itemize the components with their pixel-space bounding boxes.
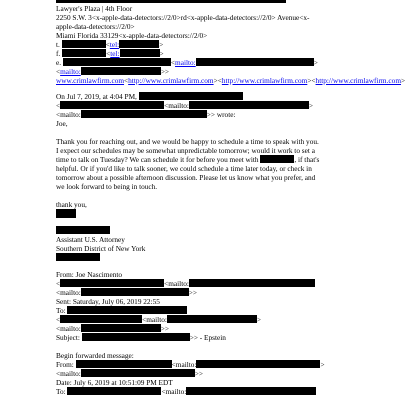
reply-wrote-line: <mailto: >> wrote: — [56, 110, 236, 119]
street-line: 2250 S.W. 3<x-apple-data-detectors://2/0>rd<x-apple-data-detectors://2/0> Avenue<x- — [56, 13, 310, 22]
fwd2-from-line: From: <mailto: > — [56, 360, 325, 369]
fwd1-address-cont: <mailto: >> — [56, 288, 198, 297]
phone-line: t. <tel: > — [56, 40, 164, 49]
fwd1-to-address: < <mailto: > — [56, 315, 262, 324]
fwd1-from-line: From: Joe Nascimento — [56, 270, 123, 279]
fwd1-to-line: To: — [56, 306, 386, 315]
mailto-link[interactable]: mailto: — [175, 58, 196, 67]
body-line: we look forward to being in touch. — [56, 182, 158, 191]
tel-link-fax[interactable]: tel: — [110, 49, 120, 58]
website-line: www.crimlawfirm.com<http://www.crimlawfirm.com><http://www.crimlawfirm.com><http://www.crimlawfirm.com> — [56, 76, 405, 85]
body-line: time to talk on Tuesday? We can schedule it for before you meet with , if that's — [56, 155, 320, 164]
title-line-2: Southern District of New York — [56, 244, 146, 253]
fwd2-from-cont: <mailto: >> — [56, 369, 204, 378]
email-line: e. <mailto: > — [56, 58, 318, 67]
website-link-4[interactable]: http://www.crimlawfirm.com — [315, 76, 401, 85]
body-line: helpful. Or if you'd like to talk sooner, we could schedule a time later today, or check in — [56, 164, 312, 173]
body-line: tomorrow about a possible afternoon discussion. Please let us know what you prefer, and — [56, 173, 316, 182]
email-line-cont: <mailto: >> — [56, 67, 170, 76]
body-line: I expect our schedules may be somewhat unpredictable tomorrow; would it work to set a — [56, 146, 315, 155]
fwd2-date-line: Date: July 6, 2019 at 10:51:09 PM EDT — [56, 378, 173, 387]
reply-address-line: < <mailto: > — [56, 101, 314, 110]
fwd1-address-line: < <mailto: — [56, 279, 386, 288]
street-line-cont: apple-data-detectors://2/0> — [56, 22, 135, 31]
fwd2-begin-line: Begin forwarded message: — [56, 351, 134, 360]
redacted-name — [56, 226, 386, 235]
salutation: Joe, — [56, 119, 68, 128]
body-line: Thank you for reaching out, and we would be happy to schedule a time to speak with you. — [56, 137, 319, 146]
closing: thank you, — [56, 200, 87, 209]
fwd1-to-address-cont: <mailto: >> — [56, 324, 170, 333]
fwd2-to-line: To: <mailto: — [56, 387, 386, 396]
reply-on-line: On Jul 7, 2019, at 4:04 PM, — [56, 92, 386, 101]
website-link[interactable]: www.crimlawfirm.com — [56, 76, 125, 85]
fwd1-sent-line: Sent: Saturday, July 06, 2019 22:55 — [56, 297, 160, 306]
redacted-phone — [56, 253, 386, 262]
mailto-link-2[interactable]: mailto: — [60, 67, 81, 76]
tel-link[interactable]: tel: — [109, 40, 120, 49]
redacted-signature — [56, 209, 76, 218]
title-line: Assistant U.S. Attorney — [56, 235, 125, 244]
city-line: Miami Florida 33129<x-apple-data-detectors://2/0> — [56, 31, 208, 40]
office-line: Lawyer's Plaza | 4th Floor — [56, 4, 133, 13]
website-link-3[interactable]: http://www.crimlawfirm.com — [221, 76, 308, 85]
fax-line: f. <tel: > — [56, 49, 164, 58]
fwd1-subject-line: Subject: >> - Epstein — [56, 333, 226, 342]
website-link-2[interactable]: http://www.crimlawfirm.com — [128, 76, 214, 85]
